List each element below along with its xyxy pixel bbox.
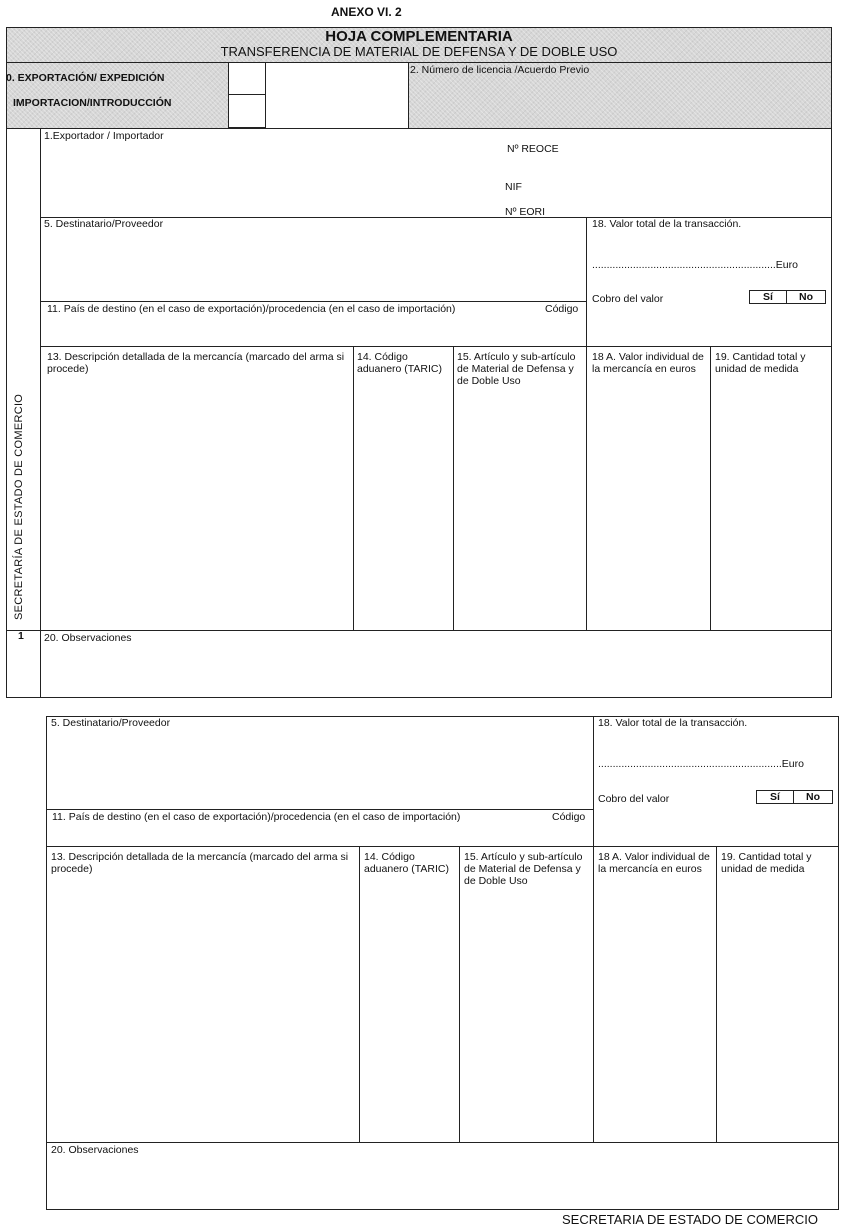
import-label: IMPORTACION/INTRODUCCIÓN — [13, 97, 172, 109]
country-label: 11. País de destino (en el caso de exportación)/procedencia (en el caso de importación) — [52, 811, 461, 823]
article-header: 15. Artículo y sub-artículo de Material de Defensa y de Doble Uso — [457, 351, 576, 387]
total-value-label: 18. Valor total de la transacción. — [592, 218, 742, 230]
country-code-label: Código — [545, 303, 579, 315]
observations-field[interactable] — [42, 646, 830, 696]
total-value-field[interactable]: ...............................................................Euro — [598, 758, 804, 770]
payment-yes-checkbox[interactable]: Sí — [749, 290, 787, 304]
rule — [353, 346, 354, 630]
rule — [716, 846, 717, 1142]
nif-label: NIF — [505, 181, 522, 193]
customs-code-header: 14. Código aduanero (TARIC) — [357, 351, 443, 375]
observations-label: 20. Observaciones — [51, 1144, 139, 1156]
rule — [593, 846, 594, 1142]
rule — [408, 62, 409, 128]
consignee-label: 5. Destinatario/Proveedor — [51, 717, 171, 729]
rule — [40, 301, 586, 302]
eori-label: Nº EORI — [505, 206, 546, 218]
country-label: 11. País de destino (en el caso de exportación)/procedencia (en el caso de importación) — [47, 303, 456, 315]
sheet-number: 1 — [18, 630, 24, 642]
consignee-field[interactable] — [42, 232, 584, 300]
form-title: HOJA COMPLEMENTARIA — [325, 28, 513, 45]
unit-value-header: 18 A. Valor individual de la mercancía en euros — [592, 351, 704, 375]
payment-yes-checkbox[interactable]: Sí — [756, 790, 794, 804]
export-checkbox[interactable] — [228, 62, 266, 95]
description-header: 13. Descripción detallada de la mercancía (marcado del arma si procede) — [51, 851, 349, 875]
rule — [40, 128, 41, 698]
rule — [40, 346, 832, 347]
total-value-label: 18. Valor total de la transacción. — [598, 717, 748, 729]
rule — [46, 1142, 839, 1143]
reoce-label: Nº REOCE — [507, 143, 559, 155]
unit-value-header: 18 A. Valor individual de la mercancía en euros — [598, 851, 710, 875]
rule — [6, 62, 832, 63]
form-subtitle: TRANSFERENCIA DE MATERIAL DE DEFENSA Y DE DOBLE USO — [220, 44, 618, 59]
rule — [46, 846, 839, 847]
import-checkbox[interactable] — [228, 94, 266, 128]
quantity-header: 19. Cantidad total y unidad de medida — [721, 851, 812, 875]
total-value-field[interactable]: ...............................................................Euro — [592, 259, 798, 271]
license-field[interactable] — [410, 78, 830, 126]
rule — [586, 217, 587, 346]
rule — [453, 346, 454, 630]
export-label: 0. EXPORTACIÓN/ EXPEDICIÓN — [6, 72, 165, 84]
rule — [710, 346, 711, 630]
rule — [6, 128, 832, 129]
rule — [6, 630, 832, 631]
side-label: SECRETARÍA DE ESTADO DE COMERCIO — [13, 393, 25, 620]
payment-no-checkbox[interactable]: No — [793, 790, 833, 804]
rule — [593, 716, 594, 846]
country-code-label: Código — [552, 811, 586, 823]
rule — [586, 346, 587, 630]
observations-field[interactable] — [48, 1158, 837, 1208]
payment-label: Cobro del valor — [592, 293, 664, 305]
rule — [46, 809, 593, 810]
consignee-label: 5. Destinatario/Proveedor — [44, 218, 164, 230]
rule — [359, 846, 360, 1142]
exporter-field[interactable] — [42, 142, 492, 216]
exporter-label: 1.Exportador / Importador — [44, 130, 164, 142]
consignee-field[interactable] — [48, 731, 592, 807]
license-label: 2. Número de licencia /Acuerdo Previo — [410, 64, 590, 76]
payment-no-checkbox[interactable]: No — [786, 290, 826, 304]
rule — [459, 846, 460, 1142]
footer-label: SECRETARIA DE ESTADO DE COMERCIO — [562, 1212, 818, 1227]
quantity-header: 19. Cantidad total y unidad de medida — [715, 351, 806, 375]
customs-code-header: 14. Código aduanero (TARIC) — [364, 851, 450, 875]
annex-label: ANEXO VI. 2 — [331, 5, 402, 19]
article-header: 15. Artículo y sub-artículo de Material de Defensa y de Doble Uso — [464, 851, 583, 887]
observations-label: 20. Observaciones — [44, 632, 132, 644]
description-header: 13. Descripción detallada de la mercancía (marcado del arma si procede) — [47, 351, 345, 375]
payment-label: Cobro del valor — [598, 793, 670, 805]
